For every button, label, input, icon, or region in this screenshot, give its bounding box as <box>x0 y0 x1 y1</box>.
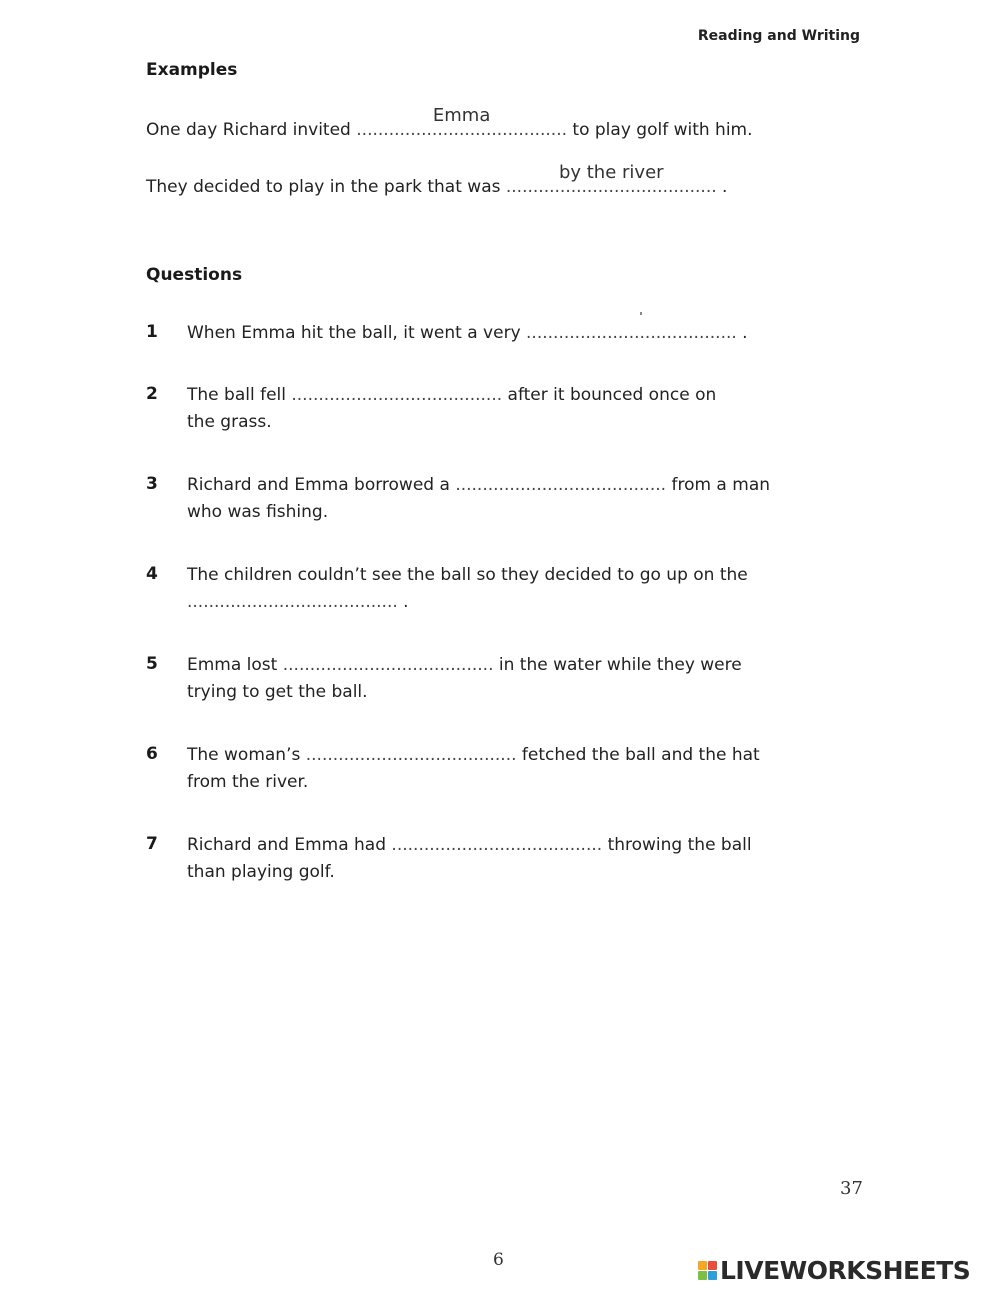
answer-blank-1[interactable]: ....................................... <box>526 323 737 343</box>
example-blank: ....................................... by the river <box>505 162 717 197</box>
question-number: 6 <box>146 744 158 764</box>
answer-blank-4[interactable]: ....................................... <box>187 592 398 612</box>
question-3: Richard and Emma borrowed a ....................................... from a man who was fishing. <box>187 475 771 522</box>
sheet-page-number: 6 <box>493 1250 504 1270</box>
examples-title: Examples <box>146 60 238 80</box>
example-answer: Emma <box>432 105 491 126</box>
question-6: The woman’s ....................................... fetched the ball and the hat from the river. <box>187 745 760 792</box>
question-number: 1 <box>146 322 158 342</box>
header-title: Reading and Writing <box>697 28 860 44</box>
example-line-2 <box>146 162 728 200</box>
answer-blank-7[interactable]: ....................................... <box>391 835 603 855</box>
example-text-before: They decided to play in the park that was <box>146 177 506 197</box>
example-text-after: . <box>716 177 728 197</box>
answer-blank-6[interactable]: ....................................... <box>305 745 517 765</box>
logo-text: LIVEWORKSHEETS <box>720 1256 971 1285</box>
book-page-number: 37 <box>840 1178 863 1199</box>
example-text-after: to play golf with him. <box>567 120 753 140</box>
question-number: 5 <box>146 654 158 674</box>
question-number: 4 <box>146 564 158 584</box>
liveworksheets-logo[interactable] <box>698 1256 970 1285</box>
logo-squares-icon <box>698 1261 717 1280</box>
questions-title: Questions <box>146 265 243 285</box>
example-text-before: One day Richard invited <box>146 120 357 140</box>
question-7: Richard and Emma had ....................................... throwing the ball than playing golf. <box>187 835 752 882</box>
example-blank: ....................................... Emma <box>356 105 568 140</box>
example-line-1 <box>146 105 753 143</box>
scan-speck <box>640 312 642 315</box>
question-2: The ball fell ....................................... after it bounced once on the grass. <box>187 385 717 432</box>
question-1: When Emma hit the ball, it went a very ....................................... . <box>187 323 748 343</box>
question-number: 2 <box>146 384 158 404</box>
answer-blank-3[interactable]: ....................................... <box>455 475 667 495</box>
question-4: The children couldn’t see the ball so they decided to go up on the ....................................... . <box>187 565 748 612</box>
question-number: 3 <box>146 474 158 494</box>
answer-blank-5[interactable]: ....................................... <box>282 655 494 675</box>
answer-blank-2[interactable]: ....................................... <box>291 385 503 405</box>
question-5: Emma lost ....................................... in the water while they were trying to get the ball. <box>187 655 742 702</box>
question-number: 7 <box>146 834 158 854</box>
example-answer: by the river <box>558 162 664 183</box>
